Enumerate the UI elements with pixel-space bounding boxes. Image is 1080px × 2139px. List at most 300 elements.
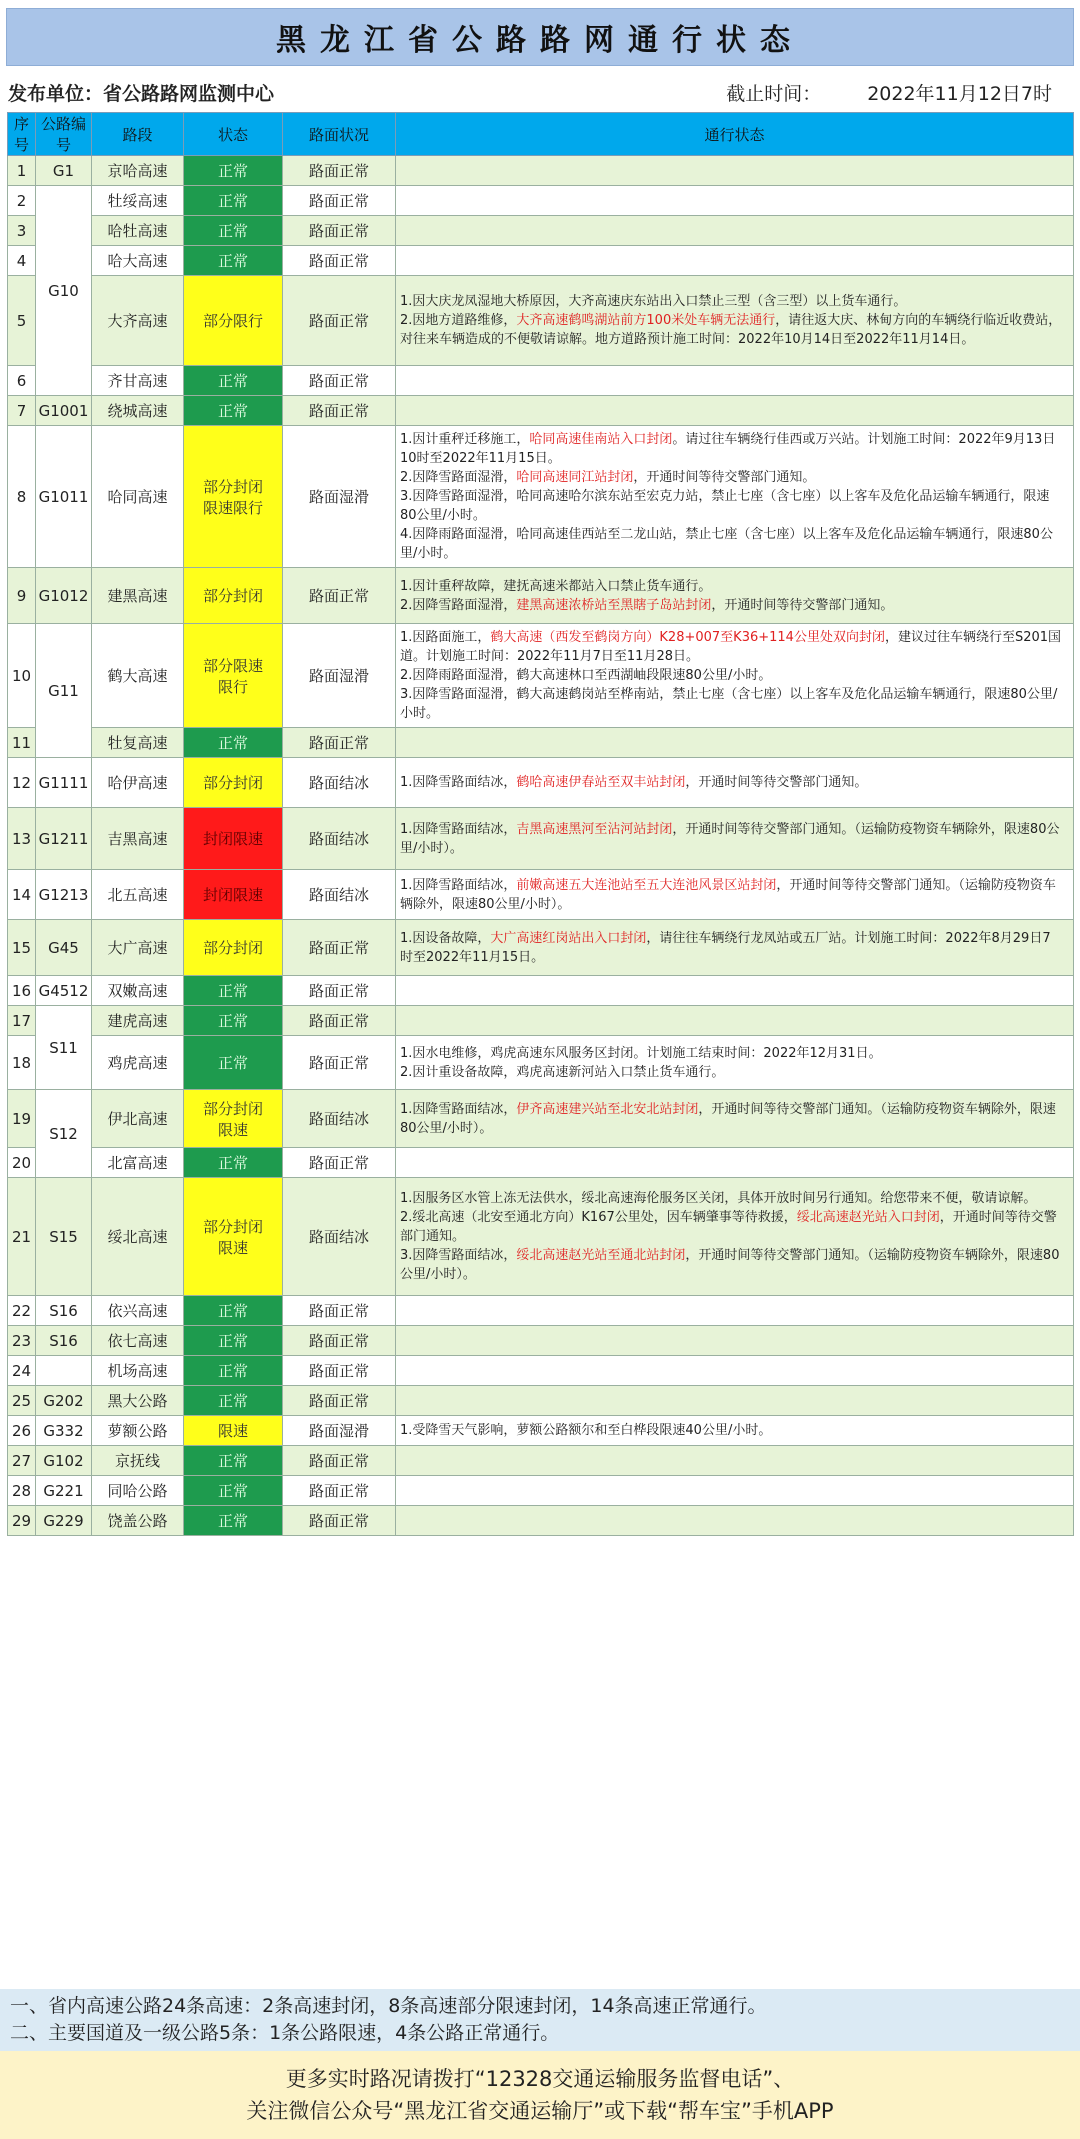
- row-number: 11: [8, 728, 36, 758]
- traffic-notes: [396, 1148, 1074, 1178]
- traffic-notes: [396, 1006, 1074, 1036]
- traffic-notes: [396, 728, 1074, 758]
- note-line: [400, 628, 1063, 666]
- road-section: 吉黑高速: [92, 808, 184, 870]
- status-text: 正常: [217, 402, 248, 420]
- status-text: 限行: [217, 677, 248, 696]
- surface-condition: 路面正常: [283, 1506, 396, 1536]
- status-text: 部分封闭: [202, 1217, 263, 1236]
- column-header: 状态: [184, 113, 283, 156]
- status-badge: [184, 366, 283, 396]
- traffic-notes: [396, 1090, 1074, 1148]
- row-number: 13: [8, 808, 36, 870]
- row-number: 27: [8, 1446, 36, 1476]
- note-line: [400, 525, 1063, 563]
- surface-condition: 路面正常: [283, 1296, 396, 1326]
- row-number: 29: [8, 1506, 36, 1536]
- row-number: 14: [8, 870, 36, 920]
- status-badge: [184, 1296, 283, 1326]
- surface-condition: 路面正常: [283, 186, 396, 216]
- traffic-notes: [396, 426, 1074, 568]
- table-row: [8, 1386, 1074, 1416]
- highlighted-closure: 前嫩高速五大连池站至五大连池风景区站封闭: [516, 877, 777, 893]
- road-code: S15: [36, 1178, 92, 1296]
- note-text: ，开通时间等待交警部门通知。（运输防疫物资车辆除外，限速80公里/小时）。: [400, 821, 1060, 856]
- traffic-notes: [396, 1356, 1074, 1386]
- row-number: 6: [8, 366, 36, 396]
- table-row: [8, 276, 1074, 366]
- status-badge: [184, 276, 283, 366]
- status-badge: [184, 728, 283, 758]
- highlighted-closure: 建黑高速浓桥站至黑瞎子岛站封闭: [516, 597, 712, 613]
- road-code: G332: [36, 1416, 92, 1446]
- road-section: 京抚线: [92, 1446, 184, 1476]
- summary-block: [0, 1989, 1080, 2051]
- table-row: [8, 728, 1074, 758]
- status-text: 正常: [217, 1482, 248, 1500]
- road-code: G202: [36, 1386, 92, 1416]
- note-text: 2.绥北高速（北安至通北方向）K167公里处，因车辆肇事等待救援，: [400, 1210, 797, 1225]
- highlighted-closure: 鹤大高速（西发至鹤岗方向）K28+007至K36+114公里处双向封闭: [490, 630, 885, 645]
- note-text: 3.因降雪路面湿滑，鹤大高速鹤岗站至桦南站，禁止七座（含七座）以上客车及危化品运输车辆通行，限速80公里/小时。: [400, 687, 1058, 721]
- road-section: 双嫩高速: [92, 976, 184, 1006]
- road-section: 建虎高速: [92, 1006, 184, 1036]
- status-text: 部分限速: [202, 656, 263, 675]
- status-badge: [184, 1386, 283, 1416]
- footer-block: [0, 2051, 1080, 2139]
- row-number: 21: [8, 1178, 36, 1296]
- highlighted-closure: 绥北高速赵光站入口封闭: [796, 1210, 940, 1225]
- table-row: [8, 1006, 1074, 1036]
- column-header: 路段: [92, 113, 184, 156]
- row-number: 3: [8, 216, 36, 246]
- traffic-notes: [396, 568, 1074, 624]
- note-line: [400, 1063, 1063, 1082]
- surface-condition: 路面湿滑: [283, 426, 396, 568]
- surface-condition: 路面结冰: [283, 1090, 396, 1148]
- table-row: [8, 1326, 1074, 1356]
- row-number: 2: [8, 186, 36, 216]
- table-row: [8, 156, 1074, 186]
- footer-line: 更多实时路况请拨打“12328交通运输服务监督电话”、: [285, 2067, 795, 2091]
- table-row: [8, 1090, 1074, 1148]
- deadline-value: 2022年11月12日7时: [867, 82, 1052, 105]
- note-text: 1.因计重秤故障，建抚高速米都站入口禁止货车通行。: [400, 578, 712, 594]
- note-line: [400, 929, 1063, 967]
- highlighted-closure: 绥北高速赵光站至通北站封闭: [516, 1248, 686, 1263]
- page-title: 黑龙江省公路路网通行状态: [276, 23, 804, 58]
- note-text: 3.因降雪路面湿滑，哈同高速哈尔滨东站至宏克力站，禁止七座（含七座）以上客车及危化品运输车辆通行，限速80公里/小时。: [400, 489, 1050, 523]
- status-badge: [184, 186, 283, 216]
- status-badge: [184, 1446, 283, 1476]
- traffic-notes: [396, 870, 1074, 920]
- status-text: 正常: [217, 1302, 248, 1320]
- note-text: 1.因大庆龙凤湿地大桥原因，大齐高速庆东站出入口禁止三型（含三型）以上货车通行。: [400, 294, 907, 309]
- traffic-notes: [396, 156, 1074, 186]
- row-number: 15: [8, 920, 36, 976]
- row-number: 22: [8, 1296, 36, 1326]
- road-section: 京哈高速: [92, 156, 184, 186]
- note-text: ，开通时间等待交警部门通知。: [400, 1210, 1057, 1244]
- traffic-notes: [396, 246, 1074, 276]
- note-text: 1.因降雪路面结冰，: [400, 877, 517, 893]
- road-code: G221: [36, 1476, 92, 1506]
- surface-condition: 路面正常: [283, 1356, 396, 1386]
- highlighted-closure: 吉黑高速黑河至沾河站封闭: [516, 821, 673, 837]
- surface-condition: 路面结冰: [283, 758, 396, 808]
- status-badge: [184, 156, 283, 186]
- summary-line: 一、省内高速公路24条高速：2条高速封闭，8条高速部分限速封闭，14条高速正常通行。: [10, 1995, 767, 2017]
- note-line: [400, 1100, 1063, 1138]
- traffic-notes: [396, 1296, 1074, 1326]
- surface-condition: 路面湿滑: [283, 624, 396, 728]
- surface-condition: 路面正常: [283, 976, 396, 1006]
- road-section: 伊北高速: [92, 1090, 184, 1148]
- traffic-notes: [396, 1446, 1074, 1476]
- note-text: 4.因降雨路面湿滑，哈同高速佳西站至二龙山站，禁止七座（含七座）以上客车及危化品运输车辆通行，限速80公里/小时。: [400, 527, 1053, 561]
- road-section: 饶盖公路: [92, 1506, 184, 1536]
- note-line: [400, 311, 1063, 349]
- road-code: G10: [36, 186, 92, 396]
- road-code: G1111: [36, 758, 92, 808]
- status-badge: [184, 426, 283, 568]
- note-text: 1.因降雪路面结冰，: [400, 775, 517, 790]
- note-line: [400, 820, 1063, 858]
- road-section: 北富高速: [92, 1148, 184, 1178]
- row-number: 16: [8, 976, 36, 1006]
- road-code: G1011: [36, 426, 92, 568]
- traffic-notes: [396, 624, 1074, 728]
- status-text: 限速: [217, 1120, 248, 1139]
- traffic-notes: [396, 758, 1074, 808]
- status-text: 部分封闭: [202, 774, 263, 792]
- status-text: 正常: [217, 162, 248, 180]
- road-code: G1001: [36, 396, 92, 426]
- status-text: 部分封闭: [202, 939, 263, 957]
- road-section: 鹤大高速: [92, 624, 184, 728]
- table-row: [8, 246, 1074, 276]
- status-badge: [184, 396, 283, 426]
- status-badge: [184, 976, 283, 1006]
- status-text: 限速: [217, 1422, 248, 1440]
- note-text: 1.因降雪路面结冰，: [400, 821, 517, 837]
- highlighted-closure: 哈同高速佳南站入口封闭: [529, 432, 673, 447]
- status-badge: [184, 624, 283, 728]
- surface-condition: 路面正常: [283, 156, 396, 186]
- traffic-notes: [396, 976, 1074, 1006]
- note-text: 1.因计重秤迁移施工，: [400, 432, 530, 447]
- status-text: 正常: [217, 1362, 248, 1380]
- table-row: [8, 920, 1074, 976]
- table-row: [8, 976, 1074, 1006]
- table-row: [8, 1416, 1074, 1446]
- road-status-table: [7, 112, 1074, 1536]
- status-text: 限速: [217, 1238, 248, 1257]
- note-text: 1.因服务区水管上冻无法供水，绥北高速海伦服务区关闭，具体开放时间另行通知。给您带来不便，敬请谅解。: [400, 1191, 1037, 1206]
- note-text: 2.因降雨路面湿滑，鹤大高速林口至西湖岫段限速80公里/小时。: [400, 668, 772, 683]
- surface-condition: 路面正常: [283, 728, 396, 758]
- note-text: 2.因计重设备故障，鸡虎高速新河站入口禁止货车通行。: [400, 1064, 725, 1080]
- table-row: [8, 1356, 1074, 1386]
- road-code: G1: [36, 156, 92, 186]
- status-badge: [184, 568, 283, 624]
- note-text: 。请过往车辆绕行佳西或万兴站。计划施工时间：2022年9月13日10时至2022年11月15日。: [400, 432, 1056, 466]
- traffic-notes: [396, 276, 1074, 366]
- table-row: [8, 624, 1074, 728]
- note-line: [400, 1246, 1063, 1284]
- table-row: [8, 186, 1074, 216]
- traffic-notes: [396, 1036, 1074, 1090]
- note-text: ，请往返大庆、林甸方向的车辆绕行临近收费站，对往来车辆造成的不便敬请谅解。地方道路预计施工时间：2022年10月14日至2022年11月14日。: [400, 313, 1062, 347]
- road-code: G1213: [36, 870, 92, 920]
- road-section: 哈牡高速: [92, 216, 184, 246]
- row-number: 7: [8, 396, 36, 426]
- row-number: 28: [8, 1476, 36, 1506]
- footer-line: 关注微信公众号“黑龙江省交通运输厅”或下载“帮车宝”手机APP: [246, 2099, 834, 2123]
- note-text: 2.因地方道路维修，: [400, 313, 517, 328]
- road-section: 北五高速: [92, 870, 184, 920]
- road-code: G4512: [36, 976, 92, 1006]
- status-text: 部分封闭: [202, 1099, 263, 1118]
- highlighted-closure: 鹤哈高速伊春站至双丰站封闭: [516, 775, 686, 790]
- status-badge: [184, 1148, 283, 1178]
- note-text: 1.因水电维修，鸡虎高速东风服务区封闭。计划施工结束时间：2022年12月31日。: [400, 1045, 882, 1061]
- surface-condition: 路面正常: [283, 1446, 396, 1476]
- road-code: S11: [36, 1006, 92, 1090]
- traffic-notes: [396, 808, 1074, 870]
- note-text: ，开通时间等待交警部门通知。（运输防疫物资车辆除外，限速80公里/小时）。: [400, 1248, 1060, 1282]
- highlighted-closure: 大齐高速鹤鸣湖站前方100米处车辆无法通行: [516, 313, 776, 328]
- note-line: [400, 1421, 1063, 1440]
- surface-condition: 路面正常: [283, 246, 396, 276]
- note-line: [400, 596, 1063, 615]
- row-number: 26: [8, 1416, 36, 1446]
- status-text: 限速限行: [202, 498, 263, 517]
- note-text: ，开通时间等待交警部门通知。（运输防疫物资车辆除外，限速80公里/小时）。: [400, 1101, 1056, 1136]
- table-row: [8, 216, 1074, 246]
- traffic-notes: [396, 216, 1074, 246]
- road-section: 机场高速: [92, 1356, 184, 1386]
- table-header: [8, 113, 1074, 156]
- table-row: [8, 870, 1074, 920]
- status-text: 正常: [217, 1512, 248, 1530]
- note-text: ，请往往车辆绕行龙凤站或五厂站。计划施工时间：2022年8月29日7时至2022年11月15日。: [400, 930, 1051, 965]
- road-section: 绕城高速: [92, 396, 184, 426]
- road-section: 哈同高速: [92, 426, 184, 568]
- status-badge: [184, 758, 283, 808]
- status-text: 正常: [217, 1452, 248, 1470]
- surface-condition: 路面正常: [283, 276, 396, 366]
- status-text: 部分限行: [202, 312, 263, 330]
- note-line: [400, 292, 1063, 311]
- note-text: 1.因设备故障，: [400, 930, 491, 946]
- status-text: 正常: [217, 1392, 248, 1410]
- note-line: [400, 666, 1063, 685]
- row-number: 1: [8, 156, 36, 186]
- note-line: [400, 876, 1063, 914]
- surface-condition: 路面湿滑: [283, 1416, 396, 1446]
- road-code: G1012: [36, 568, 92, 624]
- status-text: 正常: [217, 734, 248, 752]
- status-text: 正常: [217, 1154, 248, 1172]
- status-text: 正常: [217, 1054, 248, 1072]
- row-number: 5: [8, 276, 36, 366]
- status-badge: [184, 1006, 283, 1036]
- note-line: [400, 468, 1063, 487]
- surface-condition: 路面正常: [283, 1006, 396, 1036]
- publisher-label: 发布单位：省公路路网监测中心: [8, 82, 275, 105]
- status-badge: [184, 1416, 283, 1446]
- column-header: 路面状况: [283, 113, 396, 156]
- road-code: S16: [36, 1296, 92, 1326]
- road-section: 萝额公路: [92, 1416, 184, 1446]
- note-line: [400, 487, 1063, 525]
- row-number: 23: [8, 1326, 36, 1356]
- note-text: ，建议过往车辆绕行至S201国道。计划施工时间：2022年11月7日至11月28日。: [400, 630, 1062, 664]
- column-header: 公路编号: [36, 113, 92, 156]
- note-text: 1.因路面施工，: [400, 630, 491, 645]
- status-badge: [184, 1178, 283, 1296]
- status-badge: [184, 870, 283, 920]
- road-code: G229: [36, 1506, 92, 1536]
- table-row: [8, 1148, 1074, 1178]
- road-code: S16: [36, 1326, 92, 1356]
- note-text: 2.因降雪路面湿滑，: [400, 470, 517, 485]
- status-text: 正常: [217, 1012, 248, 1030]
- surface-condition: 路面正常: [283, 920, 396, 976]
- note-text: ，开通时间等待交警部门通知。: [711, 597, 894, 613]
- status-badge: [184, 1090, 283, 1148]
- table-row: [8, 1506, 1074, 1536]
- status-text: 正常: [217, 982, 248, 1000]
- surface-condition: 路面正常: [283, 1148, 396, 1178]
- note-text: ，开通时间等待交警部门通知。（运输防疫物资车辆除外，限速80公里/小时）。: [400, 877, 1056, 912]
- summary-line: 二、主要国道及一级公路5条：1条公路限速，4条公路正常通行。: [10, 2022, 560, 2044]
- note-line: [400, 577, 1063, 596]
- surface-condition: 路面正常: [283, 216, 396, 246]
- status-badge: [184, 1476, 283, 1506]
- row-number: 17: [8, 1006, 36, 1036]
- surface-condition: 路面正常: [283, 396, 396, 426]
- surface-condition: 路面正常: [283, 1036, 396, 1090]
- row-number: 12: [8, 758, 36, 808]
- row-number: 20: [8, 1148, 36, 1178]
- table-row: [8, 426, 1074, 568]
- road-section: 哈伊高速: [92, 758, 184, 808]
- status-badge: [184, 1036, 283, 1090]
- status-text: 正常: [217, 222, 248, 240]
- note-line: [400, 773, 1063, 792]
- status-badge: [184, 246, 283, 276]
- status-text: 部分封闭: [202, 587, 263, 605]
- row-number: 25: [8, 1386, 36, 1416]
- highlighted-closure: 哈同高速同江站封闭: [516, 470, 634, 485]
- status-text: 部分封闭: [202, 477, 263, 496]
- note-line: [400, 1189, 1063, 1208]
- road-code: G11: [36, 624, 92, 758]
- traffic-notes: [396, 1506, 1074, 1536]
- table-row: [8, 1446, 1074, 1476]
- note-text: 1.受降雪天气影响，萝额公路额尔和至白桦段限速40公里/小时。: [400, 1423, 772, 1438]
- note-text: 1.因降雪路面结冰，: [400, 1101, 517, 1117]
- traffic-notes: [396, 186, 1074, 216]
- row-number: 19: [8, 1090, 36, 1148]
- title-banner: [6, 8, 1074, 66]
- publisher-row: [8, 72, 1072, 112]
- table-body: [8, 156, 1074, 1536]
- road-section: 哈大高速: [92, 246, 184, 276]
- road-section: 黑大公路: [92, 1386, 184, 1416]
- surface-condition: 路面正常: [283, 568, 396, 624]
- table-row: [8, 1178, 1074, 1296]
- status-text: 封闭限速: [202, 886, 263, 904]
- traffic-notes: [396, 366, 1074, 396]
- row-number: 18: [8, 1036, 36, 1090]
- highlighted-closure: 伊齐高速建兴站至北安北站封闭: [516, 1101, 699, 1117]
- surface-condition: 路面正常: [283, 366, 396, 396]
- traffic-notes: [396, 396, 1074, 426]
- deadline: [726, 79, 1052, 106]
- traffic-notes: [396, 1476, 1074, 1506]
- road-section: 建黑高速: [92, 568, 184, 624]
- road-section: 大广高速: [92, 920, 184, 976]
- traffic-notes: [396, 1386, 1074, 1416]
- row-number: 8: [8, 426, 36, 568]
- table-row: [8, 366, 1074, 396]
- deadline-label: 截止时间：: [726, 82, 822, 105]
- road-section: 依兴高速: [92, 1296, 184, 1326]
- status-badge: [184, 216, 283, 246]
- table-row: [8, 1296, 1074, 1326]
- road-code: S12: [36, 1090, 92, 1178]
- row-number: 9: [8, 568, 36, 624]
- note-text: ，开通时间等待交警部门通知。: [685, 775, 868, 790]
- table-row: [8, 568, 1074, 624]
- traffic-notes: [396, 920, 1074, 976]
- status-text: 正常: [217, 1332, 248, 1350]
- table-row: [8, 396, 1074, 426]
- status-text: 封闭限速: [202, 830, 263, 848]
- status-badge: [184, 920, 283, 976]
- status-badge: [184, 1356, 283, 1386]
- road-code: [36, 1356, 92, 1386]
- note-line: [400, 1208, 1063, 1246]
- column-header: 序号: [8, 113, 36, 156]
- traffic-notes: [396, 1178, 1074, 1296]
- road-code: G102: [36, 1446, 92, 1476]
- status-badge: [184, 1326, 283, 1356]
- note-line: [400, 685, 1063, 723]
- status-badge: [184, 808, 283, 870]
- row-number: 10: [8, 624, 36, 728]
- road-section: 鸡虎高速: [92, 1036, 184, 1090]
- note-text: ，开通时间等待交警部门通知。: [633, 470, 816, 485]
- table-row: [8, 1036, 1074, 1090]
- column-header: 通行状态: [396, 113, 1074, 156]
- note-line: [400, 430, 1063, 468]
- row-number: 24: [8, 1356, 36, 1386]
- status-badge: [184, 1506, 283, 1536]
- surface-condition: 路面结冰: [283, 1178, 396, 1296]
- road-section: 牡复高速: [92, 728, 184, 758]
- status-text: 正常: [217, 192, 248, 210]
- table-row: [8, 808, 1074, 870]
- table-row: [8, 758, 1074, 808]
- status-text: 正常: [217, 252, 248, 270]
- road-section: 依七高速: [92, 1326, 184, 1356]
- traffic-notes: [396, 1416, 1074, 1446]
- highlighted-closure: 大广高速红岗站出入口封闭: [490, 930, 647, 946]
